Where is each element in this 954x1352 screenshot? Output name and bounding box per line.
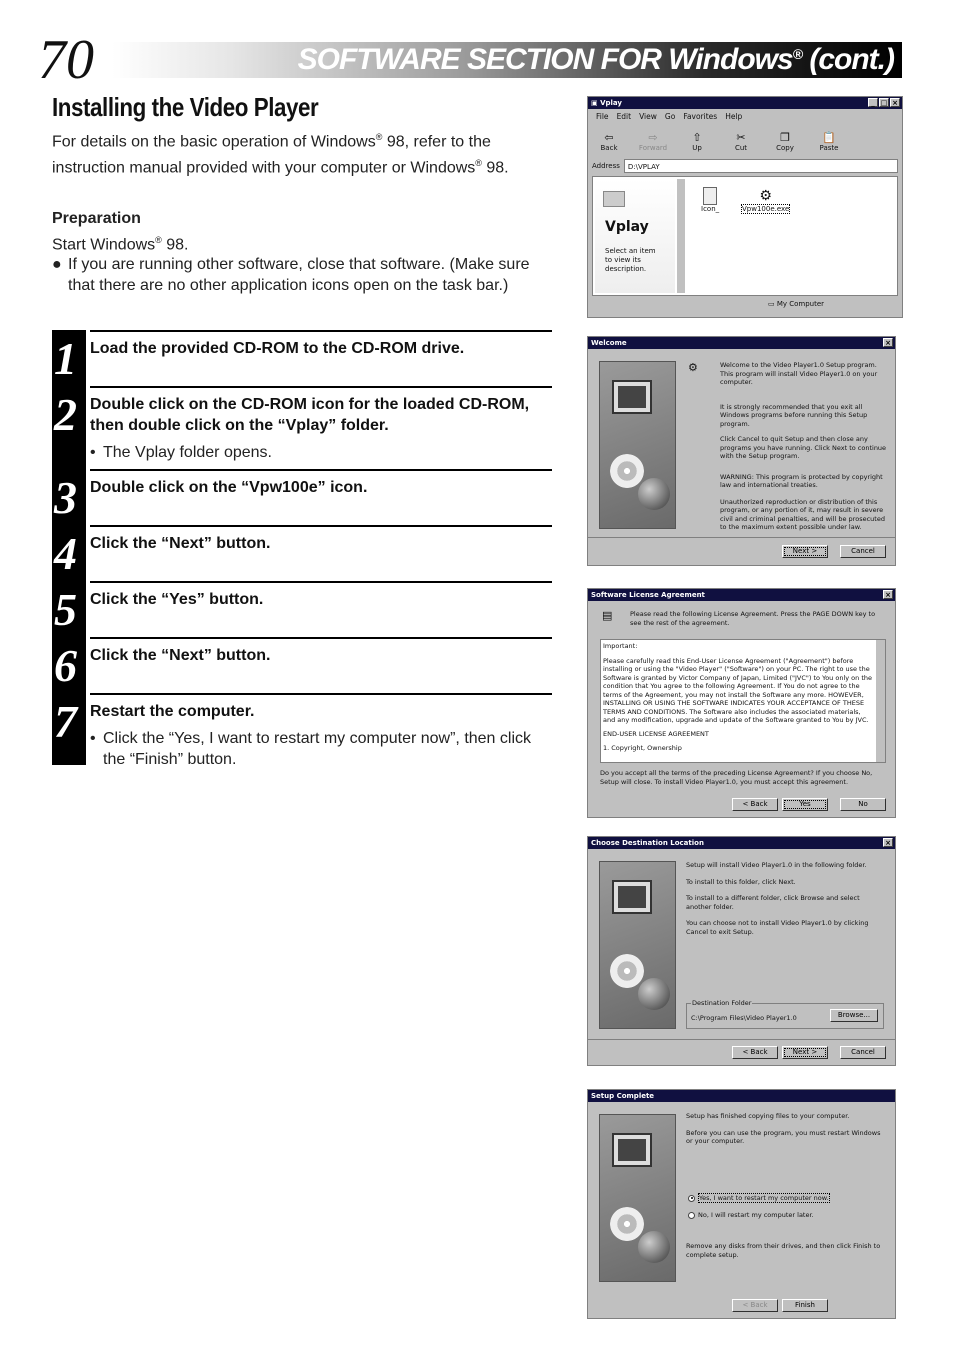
license-scrollbar[interactable] bbox=[876, 640, 885, 762]
radio-icon bbox=[688, 1212, 695, 1219]
restart-yes-option[interactable]: Yes, I want to restart my computer now. bbox=[688, 1194, 830, 1203]
document-icon: ▤ bbox=[602, 609, 613, 622]
browse-button[interactable]: Browse... bbox=[830, 1009, 878, 1022]
step-title: Click the “Next” button. bbox=[90, 647, 271, 664]
complete-footer-text: Remove any disks from their drives, and then click Finish to complete setup. bbox=[686, 1242, 881, 1259]
menu-favorites[interactable]: Favorites bbox=[683, 112, 718, 121]
steps-list bbox=[52, 330, 552, 768]
cd-icon bbox=[610, 454, 644, 488]
license-dialog bbox=[587, 588, 896, 818]
next-button[interactable]: Next > bbox=[782, 545, 828, 558]
step-title: Double click on the “Vpw100e” icon. bbox=[90, 479, 368, 496]
computer-icon bbox=[612, 1133, 652, 1167]
status-bar bbox=[592, 299, 898, 310]
address-bar bbox=[592, 159, 898, 173]
complete-dialog bbox=[587, 1089, 896, 1319]
explorer-window bbox=[587, 96, 903, 318]
yes-button[interactable]: Yes bbox=[782, 798, 828, 811]
group-label: Destination Folder bbox=[692, 999, 752, 1007]
header-bar bbox=[112, 42, 902, 78]
back-arrow-icon: ⇦ bbox=[604, 131, 614, 144]
step-note: • The Vplay folder opens. bbox=[90, 444, 272, 461]
forward-arrow-icon: ⇨ bbox=[648, 131, 658, 144]
step-6 bbox=[52, 637, 552, 693]
step-title: Click the “Next” button. bbox=[90, 535, 271, 552]
preparation-block bbox=[52, 209, 542, 296]
minimize-icon[interactable]: _ bbox=[868, 98, 878, 107]
cd-icon bbox=[610, 1207, 644, 1241]
file-icon bbox=[703, 187, 717, 205]
close-icon[interactable]: × bbox=[883, 838, 893, 847]
folder-info-pane bbox=[595, 179, 675, 293]
bullet-icon: ● bbox=[52, 256, 62, 274]
setup-illustration bbox=[599, 361, 676, 529]
maximize-icon[interactable]: □ bbox=[880, 99, 888, 107]
back-button[interactable]: < Back bbox=[732, 1046, 778, 1059]
cancel-button[interactable]: Cancel bbox=[840, 545, 886, 558]
computer-icon bbox=[612, 880, 652, 914]
destination-path: C:\Program Files\Video Player1.0 bbox=[691, 1014, 797, 1022]
computer-icon bbox=[612, 380, 652, 414]
cancel-button[interactable]: Cancel bbox=[840, 1046, 886, 1059]
step-7 bbox=[52, 693, 552, 768]
step-title: Double click on the CD-ROM icon for the loaded CD-ROM, then double click on the “Vplay” folder. bbox=[90, 396, 530, 434]
paste-button[interactable]: 📋 Paste bbox=[819, 131, 839, 152]
preparation-start: Start Windows® 98. bbox=[52, 234, 189, 253]
step-number: 2 bbox=[54, 389, 77, 440]
complete-text: Setup has finished copying files to your computer. Before you can use the program, you must restart Windows or your computer. bbox=[686, 1112, 881, 1145]
paste-icon: 📋 bbox=[822, 131, 836, 144]
back-button[interactable]: ⇦ Back bbox=[600, 131, 618, 152]
step-number: 5 bbox=[54, 584, 77, 635]
step-title: Restart the computer. bbox=[90, 703, 255, 720]
next-button[interactable]: Next > bbox=[782, 1046, 828, 1059]
address-label: Address bbox=[592, 162, 620, 170]
cut-button[interactable]: ✂ Cut bbox=[734, 131, 748, 152]
setup-file-item[interactable]: ⚙ Vpw100e.exe bbox=[742, 188, 790, 213]
license-intro: Please read the following License Agreement. Press the PAGE DOWN key to see the rest of the agreement. bbox=[630, 610, 876, 627]
step-title: Load the provided CD-ROM to the CD-ROM drive. bbox=[90, 340, 465, 357]
folder-hint: Select an item to view its description. bbox=[605, 247, 656, 273]
section-title: Installing the Video Player bbox=[52, 92, 319, 122]
up-folder-icon: ⇧ bbox=[692, 131, 702, 144]
welcome-titlebar: Welcome × bbox=[588, 337, 895, 349]
setup-exe-icon: ⚙ bbox=[759, 188, 772, 204]
folder-icon bbox=[603, 191, 625, 207]
menu-view[interactable]: View bbox=[639, 112, 657, 121]
close-icon[interactable]: × bbox=[883, 338, 893, 347]
license-textbox[interactable]: Important: Please carefully read this End-User License Agreement ("Agreement") before installing or using the "Video Player" ("Software") on your PC. The right to use the Software is granted by Victor Company of Japan, Limited ("JVC") to You only on the condition that You agree to the following Agreement. If You do not agree to the terms of the Agreement, you may not install the Software any more. HOWEVER, INSTALLING OR USING THE SOFTWARE INDICATES YOUR ACCEPTANCE OF THESE TERMS AND CONDITIONS. The Software also includes the associated materials, and any modification, upgrade and update of the Software granted to You by JVC. END-USER LICENSE AGREEMENT 1. Copyright, Ownership bbox=[600, 639, 886, 763]
preparation-bullet: ● If you are running other software, close that software. (Make sure that there are no other application icons open on the task bar.) bbox=[52, 255, 542, 296]
folder-name: Vplay bbox=[605, 219, 649, 235]
forward-button[interactable]: ⇨ Forward bbox=[638, 131, 668, 152]
header-title: SOFTWARE SECTION FOR Windows® (cont.) bbox=[297, 43, 894, 76]
step-5 bbox=[52, 581, 552, 637]
finish-button[interactable]: Finish bbox=[782, 1299, 828, 1312]
step-1 bbox=[52, 330, 552, 386]
copy-button[interactable]: ❐ Copy bbox=[776, 131, 794, 152]
address-input[interactable]: D:\VPLAY bbox=[624, 159, 898, 173]
explorer-toolbar bbox=[596, 131, 842, 152]
step-number: 3 bbox=[54, 472, 77, 523]
menu-go[interactable]: Go bbox=[664, 112, 676, 121]
complete-titlebar: Setup Complete bbox=[588, 1090, 895, 1102]
license-titlebar: Software License Agreement × bbox=[588, 589, 895, 601]
up-button[interactable]: ⇧ Up bbox=[692, 131, 702, 152]
folder-content bbox=[592, 176, 898, 296]
setup-illustration bbox=[599, 1114, 676, 1282]
license-question: Do you accept all the terms of the preceding License Agreement? If you choose No, Setup will close. To install Video Player1.0, you must accept this agreement. bbox=[600, 769, 873, 786]
step-3 bbox=[52, 469, 552, 525]
destination-dialog bbox=[587, 836, 896, 1066]
no-button[interactable]: No bbox=[840, 798, 886, 811]
step-number: 4 bbox=[54, 528, 77, 579]
folder-icon: ▣ bbox=[591, 99, 601, 107]
back-button[interactable]: < Back bbox=[732, 798, 778, 811]
destination-titlebar: Choose Destination Location × bbox=[588, 837, 895, 849]
step-4 bbox=[52, 525, 552, 581]
cd-icon bbox=[610, 954, 644, 988]
welcome-dialog bbox=[587, 336, 896, 566]
radio-selected-icon bbox=[688, 1195, 695, 1202]
close-icon[interactable]: × bbox=[883, 590, 893, 599]
step-number: 7 bbox=[54, 696, 77, 747]
explorer-menubar bbox=[596, 112, 742, 121]
status-text: ▭ My Computer bbox=[768, 300, 825, 308]
menu-edit[interactable]: Edit bbox=[616, 112, 632, 121]
globe-icon bbox=[638, 1231, 670, 1263]
explorer-titlebar: ▣ Vplay _ □ × bbox=[588, 97, 902, 109]
destination-text: Setup will install Video Player1.0 in the following folder. To install to this folder, click Next. To install to a different folder, click Browse and select another folder. You can choose not to install Video Player1.0 by clicking Cancel to exit Setup. bbox=[686, 861, 869, 936]
globe-icon bbox=[638, 478, 670, 510]
setup-illustration bbox=[599, 861, 676, 1029]
back-button[interactable]: < Back bbox=[732, 1299, 778, 1312]
step-number: 1 bbox=[54, 333, 77, 384]
computer-icon: ▭ bbox=[768, 300, 777, 308]
globe-icon bbox=[638, 978, 670, 1010]
preparation-label: Preparation bbox=[52, 210, 141, 227]
copy-icon: ❐ bbox=[780, 131, 790, 144]
menu-file[interactable]: File bbox=[596, 112, 609, 121]
close-icon[interactable]: × bbox=[890, 98, 900, 107]
step-number: 6 bbox=[54, 640, 77, 691]
intro-paragraph: For details on the basic operation of Windows® 98, refer to the instruction manual provided with your computer or Windows® 98. bbox=[52, 132, 509, 177]
pane-scrollbar[interactable] bbox=[677, 179, 685, 293]
scissors-icon: ✂ bbox=[736, 131, 746, 144]
restart-no-option[interactable]: No, I will restart my computer later. bbox=[688, 1211, 814, 1220]
menu-help[interactable]: Help bbox=[725, 112, 743, 121]
welcome-text: Welcome to the Video Player1.0 Setup program. This program will install Video Player1.0 on your computer. It is strongly recommended that you exit all Windows programs before running this Setup program. Click Cancel to quit Setup and then close any programs you have running. Click Next to continue with the Setup program. WARNING: This program is protected by copyright law and international treaties. Unauthorized reproduction or distribution of this program, or any portion of it, may result in severe civil and criminal penalties, and will be prosecuted to the maximum extent possible under law. bbox=[720, 361, 887, 531]
page-number: 70 bbox=[38, 29, 94, 91]
step-title: Click the “Yes” button. bbox=[90, 591, 264, 608]
setup-icon: ⚙ bbox=[688, 361, 698, 374]
step-note: • Click the “Yes, I want to restart my computer now”, then click the “Finish” button. bbox=[90, 730, 532, 768]
step-2 bbox=[52, 386, 552, 469]
file-icon-item[interactable]: Icon_ bbox=[701, 187, 719, 213]
